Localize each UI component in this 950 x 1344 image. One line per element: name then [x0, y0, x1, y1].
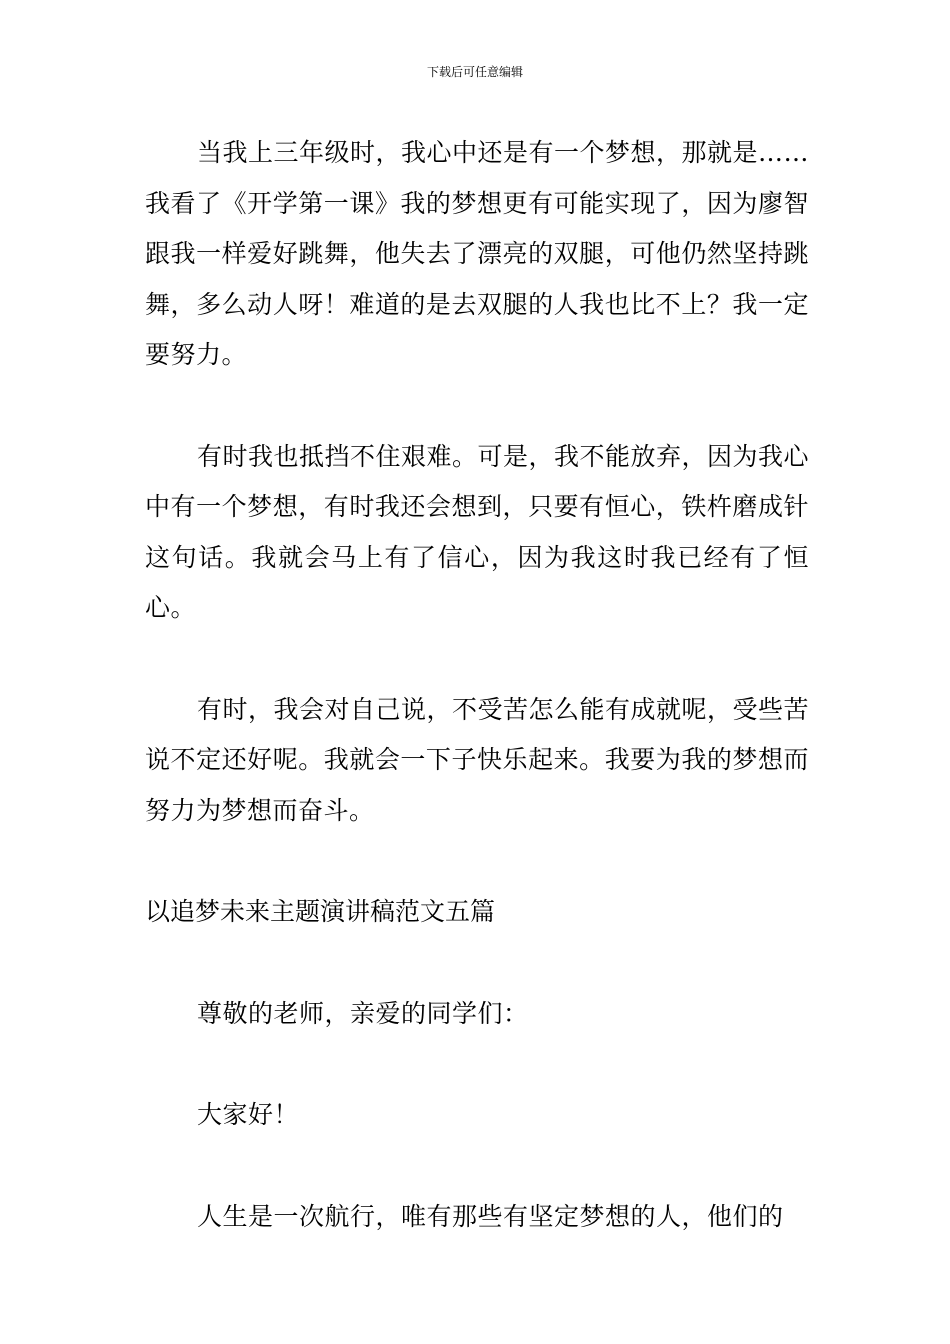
paragraph-3: 有时，我会对自己说，不受苦怎么能有成就呢，受些苦说不定还好呢。我就会一下子快乐起来。我要为我的梦想而努力为梦想而奋斗。 [145, 694, 810, 825]
speech-greeting: 大家好！ [197, 1100, 300, 1129]
section-title: 以追梦未来主题演讲稿范文五篇 [145, 897, 496, 926]
paragraph-2: 有时我也抵挡不住艰难。可是，我不能放弃，因为我心中有一个梦想，有时我还会想到，只要有恒心，铁杵磨成针这句话。我就会马上有了信心，因为我这时我已经有了恒心。 [145, 441, 810, 622]
page-header: 下载后可任意编辑 [426, 65, 523, 79]
speech-salutation: 尊敬的老师，亲爱的同学们： [197, 998, 529, 1028]
paragraph-1: 当我上三年级时，我心中还是有一个梦想，那就是……我看了《开学第一课》我的梦想更有可能实现了，因为廖智跟我一样爱好跳舞，他失去了漂亮的双腿，可他仍然坚持跳舞，多么动人呀！难道的是去双腿的人我也比不上？我一定要努力。 [145, 138, 810, 369]
document-body [145, 128, 809, 1242]
speech-paragraph-1: 人生是一次航行，唯有那些有坚定梦想的人，他们的 [197, 1201, 784, 1231]
